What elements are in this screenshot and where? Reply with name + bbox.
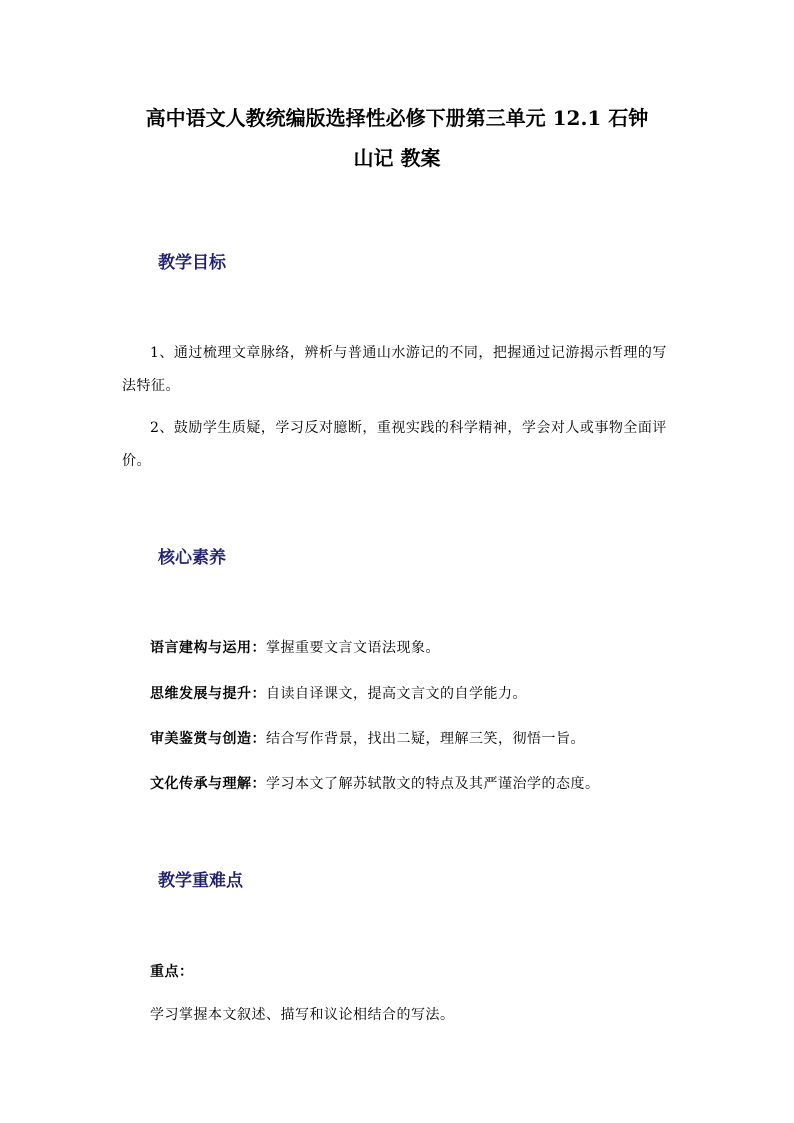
section-heading-objectives: 教学目标 — [158, 253, 226, 273]
literacy-item-label: 审美鉴赏与创造： — [150, 731, 266, 747]
section-heading-literacy: 核心素养 — [158, 548, 226, 568]
objective-item-1: 1、通过梳理文章脉络，辨析与普通山水游记的不同，把握通过记游揭示哲理的写法特征。 — [122, 345, 667, 394]
literacy-item-text: 掌握重要文言文语法现象。 — [266, 640, 440, 656]
literacy-item-label: 文化传承与理解： — [150, 776, 266, 792]
objective-item-2: 2、鼓励学生质疑，学习反对臆断，重视实践的科学精神，学会对人或事物全面评价。 — [122, 420, 667, 469]
literacy-item-text: 学习本文了解苏轼散文的特点及其严谨治学的态度。 — [266, 776, 600, 792]
keypoint-label — [150, 961, 194, 981]
literacy-item-3 — [150, 728, 585, 748]
literacy-item-1 — [150, 637, 440, 657]
keypoint-text: 学习掌握本文叙述、描写和议论相结合的写法。 — [150, 1007, 455, 1023]
literacy-item-4 — [150, 773, 600, 793]
literacy-item-2 — [150, 683, 527, 703]
literacy-item-text: 结合写作背景，找出二疑，理解三笑，彻悟一旨。 — [266, 731, 585, 747]
literacy-item-text: 自读自译课文，提高文言文的自学能力。 — [266, 686, 527, 702]
keypoint-label-text: 重点： — [150, 964, 194, 980]
document-title-line-2: 山记 教案 — [353, 146, 441, 170]
section-heading-keypoints: 教学重难点 — [158, 871, 243, 891]
literacy-item-label: 语言建构与运用： — [150, 640, 266, 656]
document-title-line-1: 高中语文人教统编版选择性必修下册第三单元 12.1 石钟 — [145, 106, 649, 130]
literacy-item-label: 思维发展与提升： — [150, 686, 266, 702]
